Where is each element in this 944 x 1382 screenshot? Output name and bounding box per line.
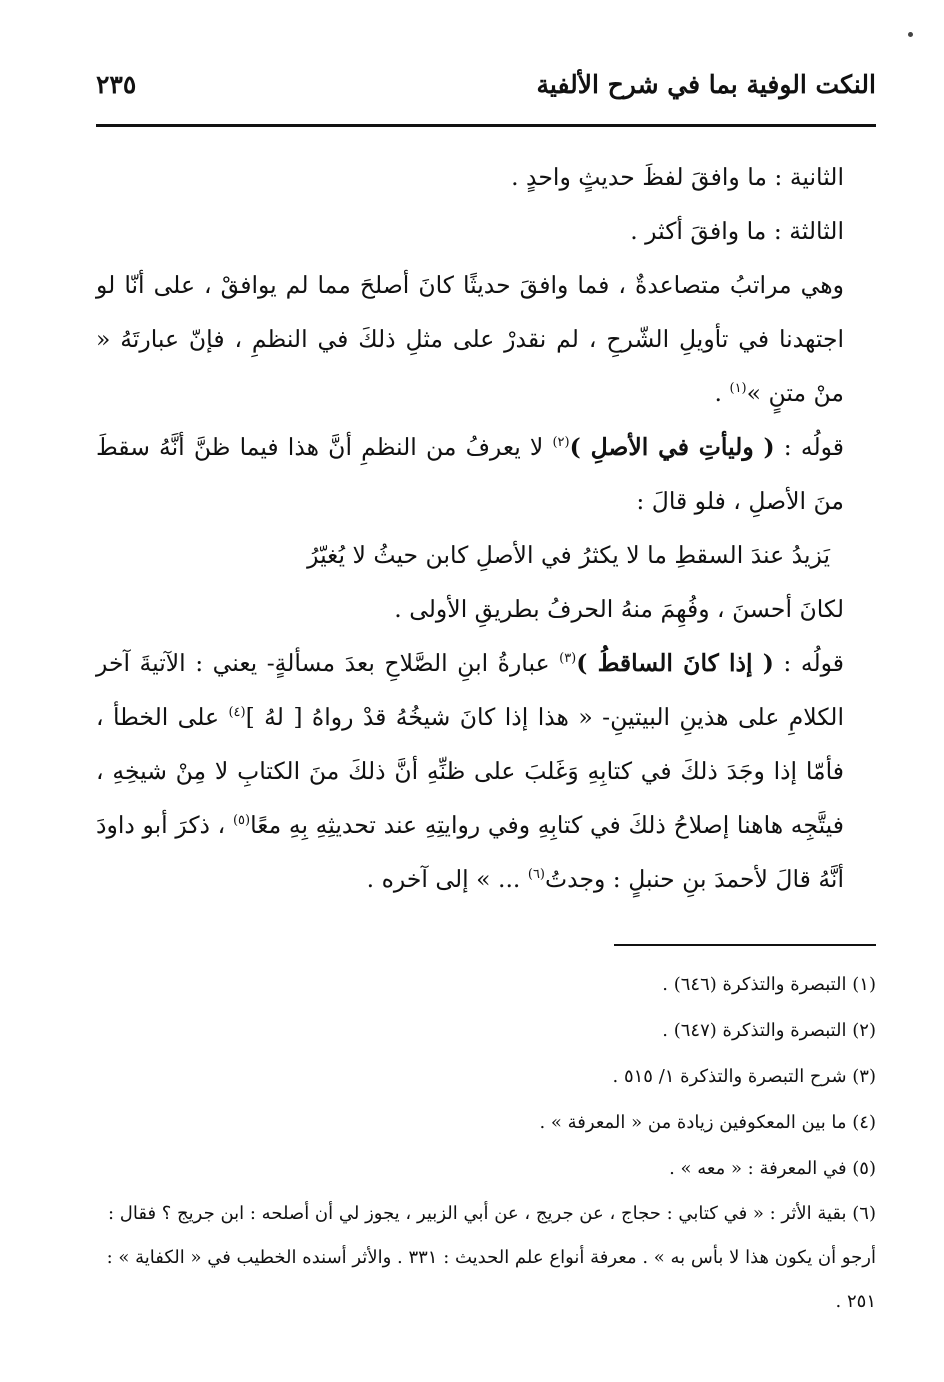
paragraph-3 bbox=[96, 636, 876, 906]
verse-line-1: يَزيدُ عندَ السقطِ ما لا يكثرُ في الأصلِ كابن حيثُ لا يُغيّرُ bbox=[307, 541, 830, 569]
paragraph-2 bbox=[96, 420, 876, 528]
paragraph-2-prefix: قولُه : bbox=[774, 433, 844, 461]
paragraph-1-end: . bbox=[714, 379, 730, 407]
footnote-6: (٦) بقية الأثر : « في كتابي : حجاج ، عن جريج ، عن أبي الزبير ، يجوز لي أن أصلحه : ابن جريج ؟ فقال : أرجو أن يكون هذا لا بأس به » . معرفة أنواع علم الحديث : ٣٣١ . والأثر أسنده الخطيب في « الكفاية » : ٢٥١ . bbox=[106, 1203, 876, 1312]
verse-continuation: لكانَ أحسنَ ، وفُهِمَ منهُ الحرفُ بطريقِ الأولى . bbox=[394, 595, 844, 623]
paragraph-1-text: وهي مراتبُ متصاعدةٌ ، فما وافقَ حديثًا كانَ أصلحَ مما لم يوافقْ ، على أنّا لو اجتهدنا في تأويلِ الشّرحِ ، لم نقدرْ على مثلِ ذلكَ في النظمِ ، فإنّ عبارتَهُ « منْ متنٍ » bbox=[96, 271, 844, 407]
footnote-rule bbox=[614, 944, 876, 946]
footnote-ref-3: (٣) bbox=[559, 651, 577, 667]
line-second: الثانية : ما وافقَ لفظَ حديثٍ واحدٍ . bbox=[511, 163, 844, 191]
paragraph-1 bbox=[96, 258, 876, 420]
footnote-ref-4: (٤) bbox=[228, 705, 246, 721]
quoted-phrase-1: ( وليأتِ في الأصلِ ) bbox=[569, 433, 775, 461]
footnote-2: (٢) التبصرة والتذكرة (٦٤٧) . bbox=[662, 1020, 876, 1041]
header-rule bbox=[96, 124, 876, 127]
paragraph-2-text: لا يعرفُ من النظمِ أنَّ هذا فيما ظنَّ أنَّهُ سقطَ منَ الأصلِ ، فلو قالَ : bbox=[96, 433, 844, 515]
running-title: النكت الوفية بما في شرح الألفية bbox=[536, 70, 876, 99]
page-number: ٢٣٥ bbox=[96, 70, 137, 99]
footnote-ref-1: (١) bbox=[729, 381, 747, 397]
paragraph-3-text-b: على الخطأ ، فأمّا إذا وجَدَ ذلكَ في كتابِهِ وَغَلبَ على ظنِّهِ أنَّ ذلكَ منَ الكتابِ لا مِنْ شيخِهِ ، فيتَّجِه هاهنا إصلاحُ ذلكَ في كتابِهِ وفي روايتِهِ عند تحديثِهِ بِهِ معًا bbox=[96, 703, 844, 839]
footnote-3: (٣) شرح التبصرة والتذكرة ١/ ٥١٥ . bbox=[612, 1066, 876, 1087]
main-text bbox=[96, 150, 876, 906]
quoted-phrase-2: ( إذا كانَ الساقطُ ) bbox=[576, 649, 774, 677]
paragraph-3-prefix: قولُه : bbox=[773, 649, 844, 677]
line-third: الثالثة : ما وافقَ أكثر . bbox=[630, 217, 844, 245]
footnote-ref-5: (٥) bbox=[232, 813, 251, 829]
footnote-ref-2: (٢) bbox=[552, 435, 570, 451]
footnotes bbox=[96, 962, 876, 1324]
footnote-4: (٤) ما بين المعكوفين زيادة من « المعرفة » . bbox=[539, 1112, 876, 1133]
scan-dot bbox=[908, 32, 913, 37]
paragraph-3-text-a: عبارةُ ابنِ الصَّلاحِ بعدَ مسألةٍ- يعني : الآتيةَ آخر الكلامِ على هذينِ البيتينِ- « هذا إذا كانَ شيخُهُ قدْ رواهُ [ لهُ ] bbox=[96, 649, 844, 731]
footnote-ref-6: (٦) bbox=[527, 867, 545, 883]
running-header bbox=[96, 66, 876, 116]
paragraph-3-text-d: ... » إلى آخره . bbox=[366, 865, 528, 893]
footnote-5: (٥) في المعرفة : « معه » . bbox=[669, 1158, 876, 1179]
paragraph-3-text-c: ، ذكرَ أبو داودَ أنَّهُ قالَ لأحمدَ بنِ حنبلٍ : وجدتُ bbox=[96, 811, 844, 893]
verse bbox=[96, 528, 876, 582]
footnote-1: (١) التبصرة والتذكرة (٦٤٦) . bbox=[662, 974, 876, 995]
